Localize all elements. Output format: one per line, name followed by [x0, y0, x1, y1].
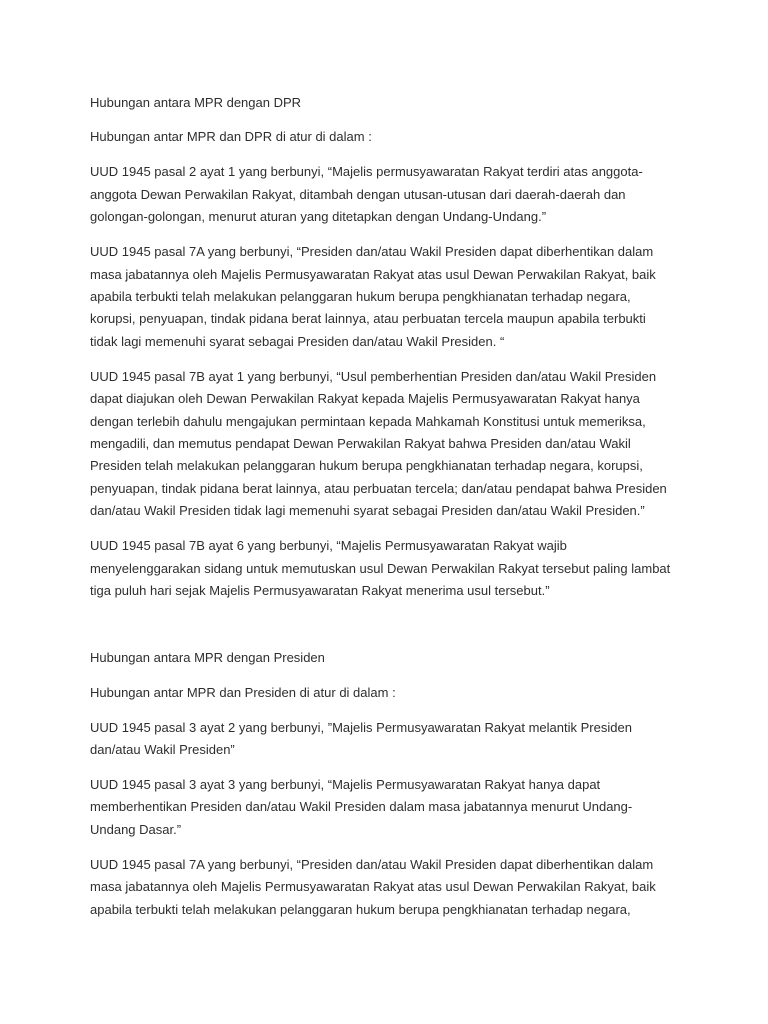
section-intro: Hubungan antar MPR dan Presiden di atur di dalam : — [90, 684, 396, 700]
paragraph: UUD 1945 pasal 7A yang berbunyi, “Presiden dan/atau Wakil Presiden dapat diberhentikan dalam masa jabatannya oleh Majelis Permusyawaratan Rakyat atas usul Dewan Perwakilan Rakyat, baik apabila terbukti telah melakukan pelanggaran hukum berupa pengkhianatan terhadap negara, — [90, 856, 656, 917]
section-heading: Hubungan antara MPR dengan Presiden — [90, 650, 325, 666]
paragraph: UUD 1945 pasal 7B ayat 1 yang berbunyi, “Usul pemberhentian Presiden dan/atau Wakil Presiden dapat diajukan oleh Dewan Perwakilan Rakyat kepada Majelis Permusyawaratan Rakyat hanya dengan terlebih dahulu mengajukan permintaan kepada Mahkamah Konstitusi untuk memeriksa, mengadili, dan memutus pendapat Dewan Perwakilan Rakyat bahwa Presiden dan/atau Wakil Presiden telah melakukan pelanggaran hukum berupa pengkhianatan terhadap negara, korupsi, penyuapan, tindak pidana berat lainnya, atau perbuatan tercela; dan/atau pendapat bahwa Presiden dan/atau Wakil Presiden tidak lagi memenuhi syarat sebagai Presiden dan/atau Wakil Presiden.” — [90, 368, 667, 519]
section-mpr-dpr — [90, 92, 690, 603]
section-heading: Hubungan antara MPR dengan DPR — [90, 95, 302, 110]
section-mpr-presiden — [90, 647, 690, 921]
paragraph: UUD 1945 pasal 3 ayat 3 yang berbunyi, “Majelis Permusyawaratan Rakyat hanya dapat memberhentikan Presiden dan/atau Wakil Presiden dalam masa jabatannya menurut Undang- Undang Dasar.” — [90, 776, 633, 837]
document-page — [90, 92, 690, 934]
paragraph: UUD 1945 pasal 2 ayat 1 yang berbunyi, “Majelis permusyawaratan Rakyat terdiri atas anggota- anggota Dewan Perwakilan Rakyat, ditambah dengan utusan-utusan dari daerah-daerah dan golongan-golongan, menurut aturan yang ditetapkan dengan Undang-Undang.” — [90, 164, 643, 225]
paragraph: UUD 1945 pasal 7B ayat 6 yang berbunyi, “Majelis Permusyawaratan Rakyat wajib menyelenggarakan sidang untuk memutuskan usul Dewan Perwakilan Rakyat tersebut paling lambat tiga puluh hari sejak Majelis Permusyawaratan Rakyat menerima usul tersebut.” — [90, 538, 671, 599]
paragraph: UUD 1945 pasal 7A yang berbunyi, “Presiden dan/atau Wakil Presiden dapat diberhentikan dalam masa jabatannya oleh Majelis Permusyawaratan Rakyat atas usul Dewan Perwakilan Rakyat, baik apabila terbukti telah melakukan pelanggaran hukum berupa pengkhianatan terhadap negara, korupsi, penyuapan, tindak pidana berat lainnya, atau perbuatan tercela maupun apabila terbukti tidak lagi memenuhi syarat sebagai Presiden dan/atau Wakil Presiden. “ — [90, 244, 656, 349]
paragraph: UUD 1945 pasal 3 ayat 2 yang berbunyi, ”Majelis Permusyawaratan Rakyat melantik Presiden dan/atau Wakil Presiden” — [90, 719, 632, 757]
section-intro: Hubungan antar MPR dan DPR di atur di dalam : — [90, 129, 372, 145]
section-spacer — [90, 615, 690, 647]
